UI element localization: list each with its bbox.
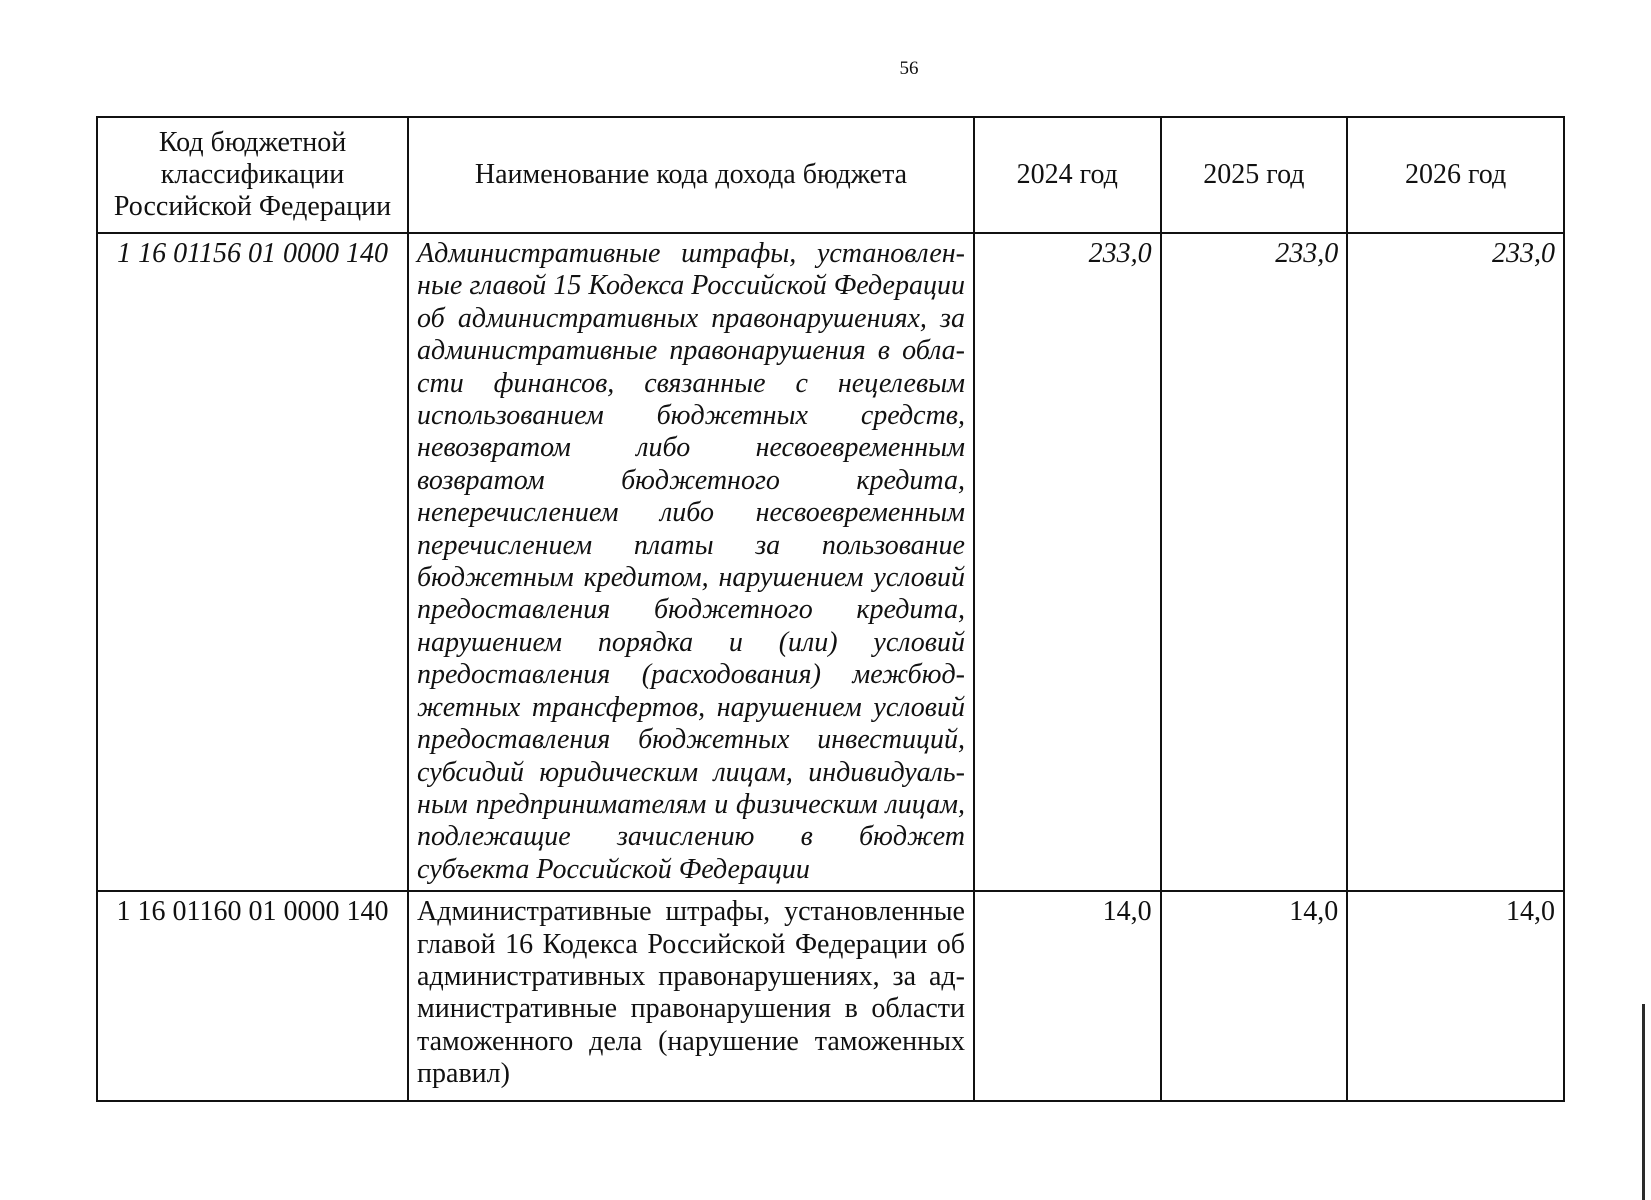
row-code-cell: 1 16 01160 01 0000 140: [97, 891, 408, 1101]
row-value-2024: 233,0: [974, 233, 1161, 891]
row-value-2025: 233,0: [1161, 233, 1348, 891]
header-code: Код бюджетной классификации Российской Федерации: [97, 117, 408, 233]
table-row: [97, 891, 1564, 1101]
scan-edge-mark: [1642, 1004, 1645, 1200]
header-year-2025: 2025 год: [1161, 117, 1348, 233]
header-year-2026: 2026 год: [1347, 117, 1564, 233]
budget-revenue-table: [96, 116, 1565, 1102]
row-value-2026: 14,0: [1347, 891, 1564, 1101]
header-year-2024: 2024 год: [974, 117, 1161, 233]
row-name-cell: Административные штрафы, установленные главой 15 Кодекса Российской Федерации об административных правонарушениях, за административные правонарушения в области финансов, связанные с нецелевым использованием бюджетных средств, невозвратом либо несвоевременным возвратом бюджетного кредита, неперечислением либо несвоевременным перечислением платы за пользование бюджетным кредитом, нарушением условий предоставления бюджетного кредита, нарушением порядка и (или) условий предоставления (расходования) межбюджетных трансфертов, нарушением условий предоставления бюджетных инвестиций, субсидий юридическим лицам, индивидуальным предпринимателям и физическим лицам, подлежащие зачислению в бюджет субъекта Российской Федерации: [408, 233, 974, 891]
row-value-2024: 14,0: [974, 891, 1161, 1101]
table-row: [97, 233, 1564, 891]
row-name-cell: Административные штрафы, установленные главой 16 Кодекса Российской Федерации об административных правонарушениях, за административные правонарушения в области таможенного дела (нарушение таможенных правил): [408, 891, 974, 1101]
row-value-2025: 14,0: [1161, 891, 1348, 1101]
page-number: 56: [899, 58, 919, 79]
header-name: Наименование кода дохода бюджета: [408, 117, 974, 233]
row-code-cell: 1 16 01156 01 0000 140: [97, 233, 408, 891]
row-value-2026: 233,0: [1347, 233, 1564, 891]
table-header-row: [97, 117, 1564, 233]
